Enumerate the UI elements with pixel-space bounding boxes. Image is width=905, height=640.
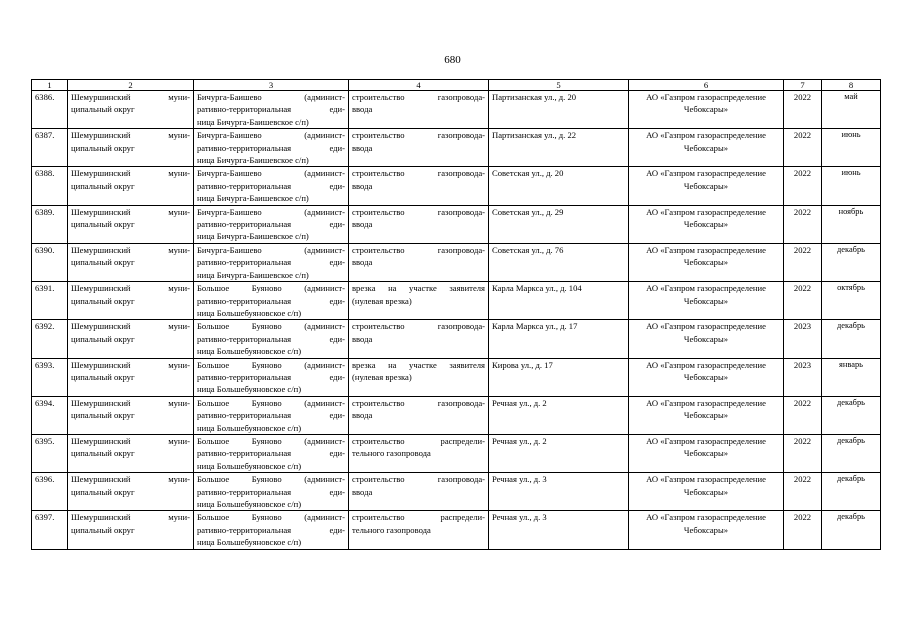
cell-text: 2022 — [793, 283, 812, 294]
cell-line: Шемуршинский муни- — [71, 512, 190, 523]
cell-line: Шемуршинский муни- — [71, 474, 190, 485]
cell-line: ница Бичурга-Баишевское с/п) — [197, 116, 309, 127]
cell-line: АО «Газпром газораспределение — [646, 512, 766, 523]
row-number-cell — [32, 473, 68, 511]
month-cell — [822, 205, 881, 243]
cell-text: 2022 — [793, 244, 812, 255]
cell-text: Речная ул., д. 2 — [492, 435, 547, 446]
cell-line: Шемуршинский муни- — [71, 244, 190, 255]
organization-cell — [629, 473, 784, 511]
district-cell — [68, 167, 194, 205]
month-cell — [822, 434, 881, 472]
cell-line: Чебоксары» — [683, 104, 729, 115]
address-cell — [489, 358, 629, 396]
organization-cell — [629, 205, 784, 243]
cell-text: Кирова ул., д. 17 — [492, 359, 553, 370]
cell-text: июнь — [841, 130, 861, 140]
work-type-cell — [349, 511, 489, 549]
cell-line: АО «Газпром газораспределение — [646, 435, 766, 446]
cell-line: ципальный округ — [71, 142, 135, 153]
cell-line: ввода — [352, 410, 373, 421]
cell-line: Большое Буяново (админист- — [197, 474, 345, 485]
cell-line: АО «Газпром газораспределение — [646, 321, 766, 332]
cell-line: ница Большебуяновское с/п) — [197, 537, 302, 548]
cell-line: Шемуршинский муни- — [71, 92, 190, 102]
month-cell — [822, 129, 881, 167]
cell-line: ница Бичурга-Баишевское с/п) — [197, 231, 309, 242]
year-cell — [784, 396, 822, 434]
cell-text: 6394. — [35, 397, 55, 408]
year-cell — [784, 91, 822, 129]
month-cell — [822, 358, 881, 396]
district-cell — [68, 511, 194, 549]
address-cell — [489, 396, 629, 434]
cell-text: 6395. — [35, 435, 55, 446]
cell-text: 2022 — [793, 512, 812, 523]
settlement-cell — [194, 129, 349, 167]
row-number-cell — [32, 243, 68, 281]
cell-text: декабрь — [837, 397, 865, 407]
table-row — [32, 511, 881, 549]
cell-line: строительство газопровода- — [352, 92, 485, 102]
month-cell — [822, 91, 881, 129]
cell-line: врезка на участке заявителя — [352, 359, 485, 370]
cell-text: ноябрь — [838, 206, 864, 216]
row-number-cell — [32, 129, 68, 167]
cell-line: АО «Газпром газораспределение — [646, 359, 766, 370]
cell-text: декабрь — [837, 512, 865, 522]
cell-line: ципальный округ — [71, 180, 135, 191]
cell-line: АО «Газпром газораспределение — [646, 474, 766, 485]
cell-text: 2022 — [793, 130, 812, 141]
cell-line: (нулевая врезка) — [352, 295, 412, 306]
cell-text: 6397. — [35, 512, 55, 523]
cell-line: Бичурга-Баишево (админист- — [197, 130, 345, 141]
district-cell — [68, 205, 194, 243]
cell-line: Шемуршинский муни- — [71, 168, 190, 179]
column-header: 6 — [629, 80, 784, 91]
settlement-cell — [194, 243, 349, 281]
table-row — [32, 243, 881, 281]
cell-text: 2023 — [793, 359, 812, 370]
cell-line: тельного газопровода — [352, 448, 431, 459]
cell-line: (нулевая врезка) — [352, 371, 412, 382]
cell-line: Чебоксары» — [683, 142, 729, 153]
cell-line: Чебоксары» — [683, 524, 729, 535]
district-cell — [68, 91, 194, 129]
district-cell — [68, 473, 194, 511]
cell-line: ница Большебуяновское с/п) — [197, 499, 302, 509]
row-number-cell — [32, 358, 68, 396]
cell-text: Советская ул., д. 29 — [492, 206, 564, 217]
district-cell — [68, 320, 194, 358]
cell-text: Партизанская ул., д. 20 — [492, 92, 577, 102]
district-cell — [68, 358, 194, 396]
cell-line: ративно-территориальная еди- — [197, 371, 345, 382]
work-type-cell — [349, 243, 489, 281]
cell-line: Шемуршинский муни- — [71, 359, 190, 370]
cell-text: декабрь — [837, 244, 865, 254]
cell-line: АО «Газпром газораспределение — [646, 244, 766, 255]
cell-text: 2022 — [793, 397, 812, 408]
organization-cell — [629, 358, 784, 396]
month-cell — [822, 167, 881, 205]
year-cell — [784, 129, 822, 167]
cell-text: 6392. — [35, 321, 55, 332]
cell-line: Шемуршинский муни- — [71, 321, 190, 332]
cell-line: Шемуршинский муни- — [71, 397, 190, 408]
column-header: 2 — [68, 80, 194, 91]
cell-line: ративно-территориальная еди- — [197, 142, 345, 153]
table-row — [32, 473, 881, 511]
work-type-cell — [349, 473, 489, 511]
cell-line: Чебоксары» — [683, 257, 729, 268]
cell-line: ративно-территориальная еди- — [197, 219, 345, 230]
cell-line: ципальный округ — [71, 257, 135, 268]
cell-line: тельного газопровода — [352, 524, 431, 535]
year-cell — [784, 473, 822, 511]
work-type-cell — [349, 358, 489, 396]
cell-line: Шемуршинский муни- — [71, 283, 190, 294]
work-type-cell — [349, 282, 489, 320]
cell-line: строительство газопровода- — [352, 397, 485, 408]
cell-line: ративно-территориальная еди- — [197, 295, 345, 306]
cell-line: строительство газопровода- — [352, 206, 485, 217]
cell-line: АО «Газпром газораспределение — [646, 92, 766, 102]
cell-line: Бичурга-Баишево (админист- — [197, 244, 345, 255]
organization-cell — [629, 320, 784, 358]
cell-line: ративно-территориальная еди- — [197, 410, 345, 421]
year-cell — [784, 320, 822, 358]
organization-cell — [629, 511, 784, 549]
table-row — [32, 167, 881, 205]
cell-line: строительство газопровода- — [352, 168, 485, 179]
cell-line: ввода — [352, 486, 373, 497]
cell-line: строительство распредели- — [352, 435, 485, 446]
settlement-cell — [194, 167, 349, 205]
address-cell — [489, 434, 629, 472]
cell-line: ципальный округ — [71, 333, 135, 344]
row-number-cell — [32, 282, 68, 320]
cell-line: ввода — [352, 104, 373, 115]
cell-line: ративно-территориальная еди- — [197, 257, 345, 268]
cell-text: 2022 — [793, 168, 812, 179]
month-cell — [822, 473, 881, 511]
work-type-cell — [349, 320, 489, 358]
year-cell — [784, 358, 822, 396]
organization-cell — [629, 91, 784, 129]
cell-line: ввода — [352, 180, 373, 191]
cell-line: строительство газопровода- — [352, 321, 485, 332]
cell-text: 6396. — [35, 474, 55, 485]
cell-line: строительство газопровода- — [352, 244, 485, 255]
settlement-cell — [194, 434, 349, 472]
row-number-cell — [32, 91, 68, 129]
column-header: 8 — [822, 80, 881, 91]
cell-text: Речная ул., д. 3 — [492, 474, 547, 485]
cell-line: Большое Буяново (админист- — [197, 321, 345, 332]
cell-line: ница Большебуяновское с/п) — [197, 307, 302, 318]
cell-text: 6393. — [35, 359, 55, 370]
column-header: 1 — [32, 80, 68, 91]
cell-line: Шемуршинский муни- — [71, 130, 190, 141]
row-number-cell — [32, 205, 68, 243]
cell-line: ративно-территориальная еди- — [197, 486, 345, 497]
table-row — [32, 320, 881, 358]
cell-line: ввода — [352, 257, 373, 268]
cell-text: 6386. — [35, 92, 55, 102]
cell-text: Советская ул., д. 20 — [492, 168, 564, 179]
row-number-cell — [32, 167, 68, 205]
cell-line: Чебоксары» — [683, 410, 729, 421]
district-cell — [68, 434, 194, 472]
cell-line: АО «Газпром газораспределение — [646, 283, 766, 294]
cell-line: ница Большебуяновское с/п) — [197, 422, 302, 433]
cell-line: АО «Газпром газораспределение — [646, 206, 766, 217]
cell-line: ница Бичурга-Баишевское с/п) — [197, 193, 309, 204]
month-cell — [822, 282, 881, 320]
organization-cell — [629, 243, 784, 281]
column-header: 5 — [489, 80, 629, 91]
cell-line: ница Большебуяновское с/п) — [197, 384, 302, 395]
cell-line: ница Бичурга-Баишевское с/п) — [197, 155, 309, 166]
cell-text: декабрь — [837, 435, 865, 445]
cell-line: ципальный округ — [71, 295, 135, 306]
district-cell — [68, 129, 194, 167]
organization-cell — [629, 167, 784, 205]
settlement-cell — [194, 320, 349, 358]
district-cell — [68, 282, 194, 320]
gasification-schedule-table — [31, 79, 881, 550]
settlement-cell — [194, 205, 349, 243]
address-cell — [489, 167, 629, 205]
cell-text: октябрь — [837, 283, 865, 293]
month-cell — [822, 396, 881, 434]
cell-text: 2023 — [793, 321, 812, 332]
district-cell — [68, 396, 194, 434]
page-number: 680 — [444, 54, 461, 66]
cell-text: 6387. — [35, 130, 55, 141]
table-row — [32, 205, 881, 243]
table-row — [32, 434, 881, 472]
address-cell — [489, 205, 629, 243]
cell-line: Чебоксары» — [683, 219, 729, 230]
cell-line: Чебоксары» — [683, 371, 729, 382]
district-cell — [68, 243, 194, 281]
work-type-cell — [349, 167, 489, 205]
address-cell — [489, 320, 629, 358]
year-cell — [784, 243, 822, 281]
cell-text: июнь — [841, 168, 861, 178]
cell-text: май — [844, 92, 858, 101]
cell-line: ципальный округ — [71, 486, 135, 497]
cell-text: 6388. — [35, 168, 55, 179]
cell-line: Большое Буяново (админист- — [197, 512, 345, 523]
work-type-cell — [349, 434, 489, 472]
cell-text: 6391. — [35, 283, 55, 294]
settlement-cell — [194, 511, 349, 549]
organization-cell — [629, 434, 784, 472]
cell-text: январь — [839, 359, 863, 369]
cell-line: Чебоксары» — [683, 333, 729, 344]
cell-line: ративно-территориальная еди- — [197, 104, 345, 115]
row-number-cell — [32, 320, 68, 358]
cell-line: строительство газопровода- — [352, 474, 485, 485]
table-row — [32, 282, 881, 320]
settlement-cell — [194, 282, 349, 320]
organization-cell — [629, 282, 784, 320]
cell-line: АО «Газпром газораспределение — [646, 397, 766, 408]
row-number-cell — [32, 511, 68, 549]
cell-line: ципальный округ — [71, 104, 135, 115]
cell-line: Большое Буяново (админист- — [197, 397, 345, 408]
address-cell — [489, 473, 629, 511]
organization-cell — [629, 396, 784, 434]
year-cell — [784, 434, 822, 472]
cell-text: Речная ул., д. 3 — [492, 512, 547, 523]
address-cell — [489, 511, 629, 549]
cell-text: Речная ул., д. 2 — [492, 397, 547, 408]
cell-line: Чебоксары» — [683, 180, 729, 191]
address-cell — [489, 91, 629, 129]
month-cell — [822, 243, 881, 281]
table-body — [32, 80, 881, 550]
cell-line: Бичурга-Баишево (админист- — [197, 92, 345, 102]
column-header: 3 — [194, 80, 349, 91]
cell-line: Большое Буяново (админист- — [197, 435, 345, 446]
cell-line: ница Большебуяновское с/п) — [197, 346, 302, 357]
cell-text: Партизанская ул., д. 22 — [492, 130, 577, 141]
cell-text: декабрь — [837, 321, 865, 331]
cell-text: 2022 — [793, 435, 812, 446]
cell-line: ница Бичурга-Баишевское с/п) — [197, 269, 309, 280]
column-header: 4 — [349, 80, 489, 91]
work-type-cell — [349, 205, 489, 243]
settlement-cell — [194, 473, 349, 511]
cell-text: Карла Маркса ул., д. 104 — [492, 283, 582, 294]
cell-line: АО «Газпром газораспределение — [646, 168, 766, 179]
address-cell — [489, 243, 629, 281]
cell-line: Бичурга-Баишево (админист- — [197, 168, 345, 179]
cell-text: 6389. — [35, 206, 55, 217]
month-cell — [822, 320, 881, 358]
cell-line: Чебоксары» — [683, 448, 729, 459]
cell-line: Чебоксары» — [683, 486, 729, 497]
row-number-cell — [32, 396, 68, 434]
cell-line: ница Большебуяновское с/п) — [197, 460, 302, 471]
cell-line: Большое Буяново (админист- — [197, 359, 345, 370]
year-cell — [784, 282, 822, 320]
cell-line: АО «Газпром газораспределение — [646, 130, 766, 141]
year-cell — [784, 205, 822, 243]
cell-line: ввода — [352, 142, 373, 153]
cell-line: ративно-территориальная еди- — [197, 448, 345, 459]
cell-line: ввода — [352, 219, 373, 230]
cell-text: 2022 — [793, 206, 812, 217]
cell-text: Карла Маркса ул., д. 17 — [492, 321, 578, 332]
table-row — [32, 358, 881, 396]
cell-text: Советская ул., д. 76 — [492, 244, 564, 255]
header-row — [32, 80, 881, 91]
cell-line: ципальный округ — [71, 448, 135, 459]
settlement-cell — [194, 358, 349, 396]
address-cell — [489, 282, 629, 320]
work-type-cell — [349, 129, 489, 167]
settlement-cell — [194, 396, 349, 434]
cell-line: ративно-территориальная еди- — [197, 180, 345, 191]
cell-line: ципальный округ — [71, 410, 135, 421]
year-cell — [784, 511, 822, 549]
cell-line: Шемуршинский муни- — [71, 206, 190, 217]
year-cell — [784, 167, 822, 205]
cell-line: ративно-территориальная еди- — [197, 524, 345, 535]
table-row — [32, 396, 881, 434]
cell-line: строительство распредели- — [352, 512, 485, 523]
cell-text: 2022 — [793, 474, 812, 485]
organization-cell — [629, 129, 784, 167]
table-row — [32, 129, 881, 167]
month-cell — [822, 511, 881, 549]
address-cell — [489, 129, 629, 167]
settlement-cell — [194, 91, 349, 129]
cell-text: 6390. — [35, 244, 55, 255]
work-type-cell — [349, 396, 489, 434]
cell-line: ципальный округ — [71, 371, 135, 382]
cell-line: ративно-территориальная еди- — [197, 333, 345, 344]
cell-text: 2022 — [793, 92, 812, 102]
cell-line: строительство газопровода- — [352, 130, 485, 141]
cell-text: декабрь — [837, 474, 865, 484]
cell-line: Бичурга-Баишево (админист- — [197, 206, 345, 217]
cell-line: Большое Буяново (админист- — [197, 283, 345, 294]
work-type-cell — [349, 91, 489, 129]
cell-line: врезка на участке заявителя — [352, 283, 485, 294]
column-header: 7 — [784, 80, 822, 91]
cell-line: Шемуршинский муни- — [71, 435, 190, 446]
cell-line: ввода — [352, 333, 373, 344]
cell-line: ципальный округ — [71, 219, 135, 230]
cell-line: ципальный округ — [71, 524, 135, 535]
row-number-cell — [32, 434, 68, 472]
cell-line: Чебоксары» — [683, 295, 729, 306]
table-row — [32, 91, 881, 129]
